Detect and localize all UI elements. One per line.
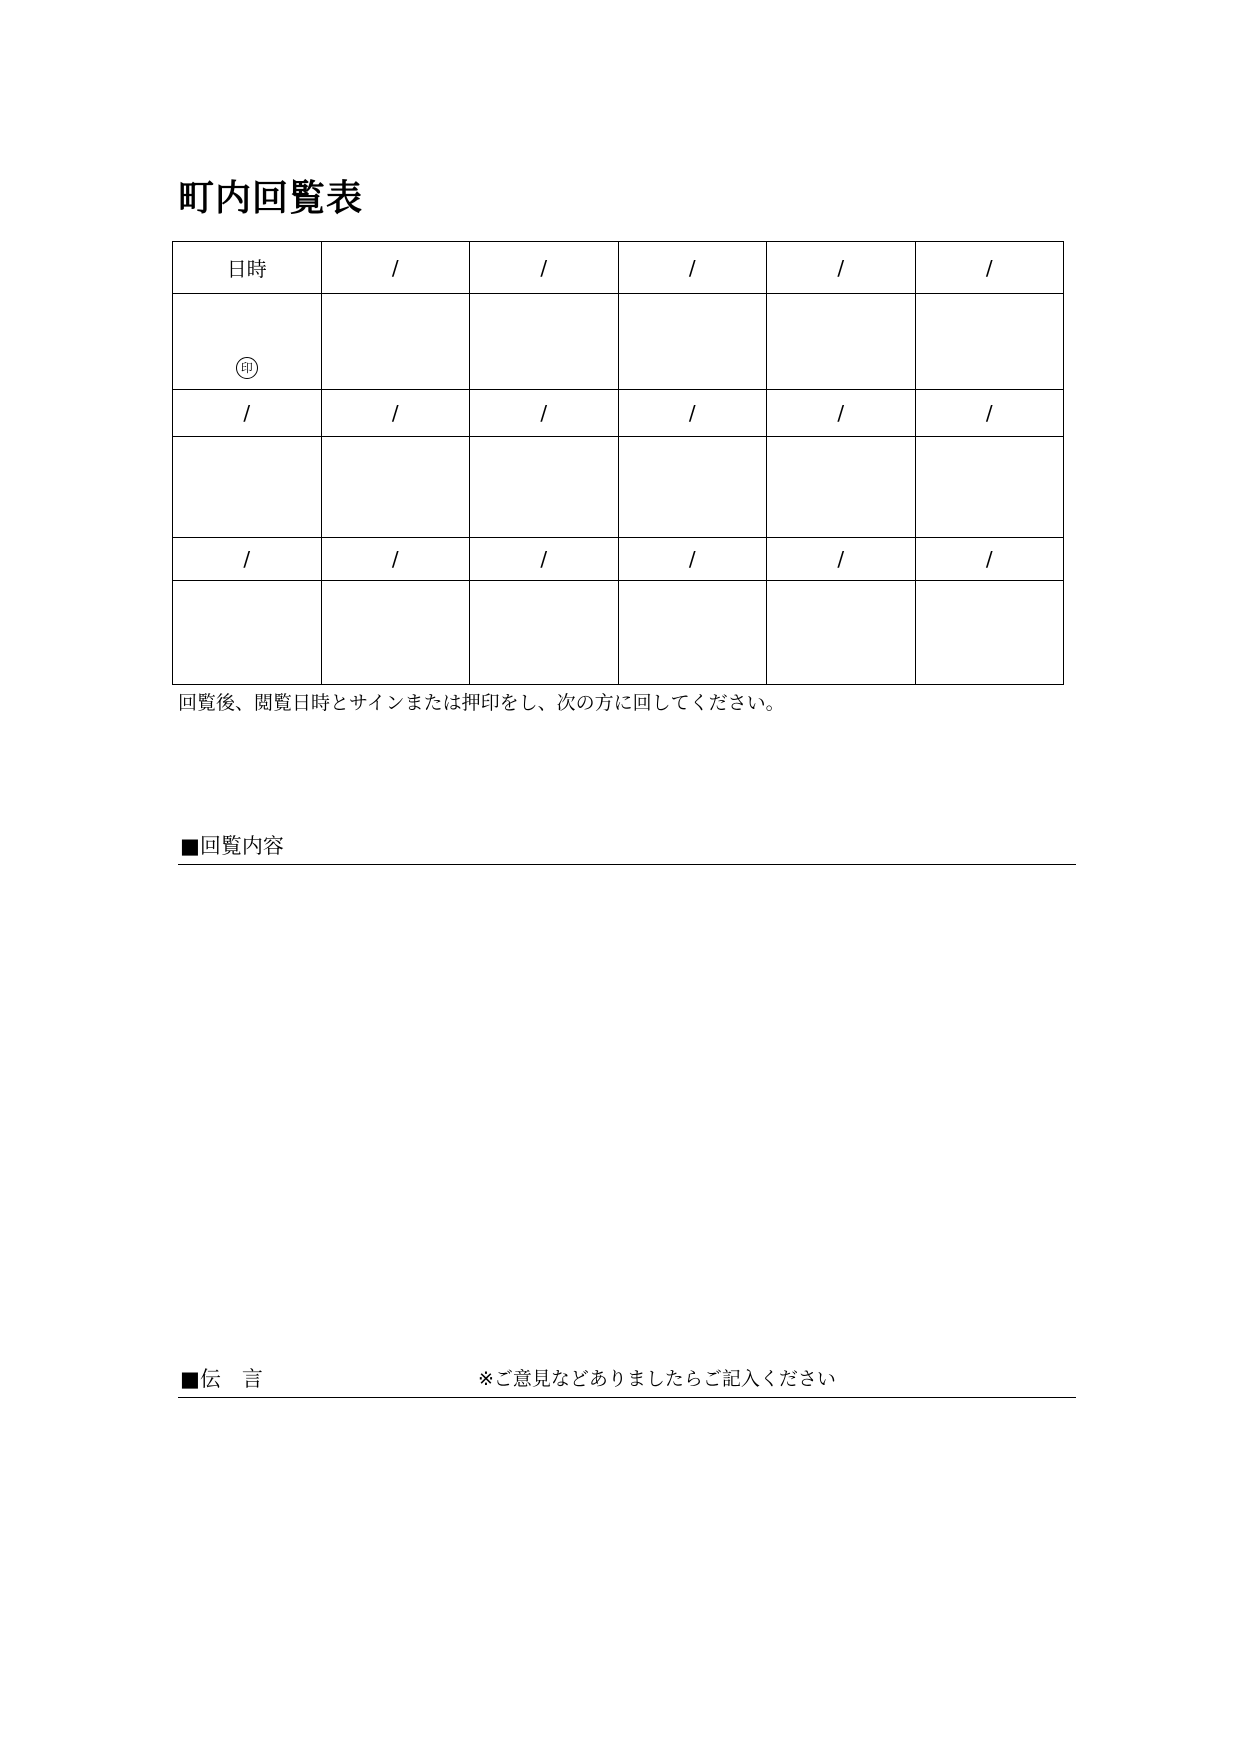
date-cell[interactable]: /	[915, 538, 1064, 581]
date-label-cell: 日時	[173, 242, 322, 294]
date-cell[interactable]: /	[767, 242, 916, 294]
sign-cell[interactable]	[618, 437, 767, 538]
date-cell[interactable]: /	[173, 390, 322, 437]
page-title: 町内回覧表	[178, 178, 364, 219]
sign-cell[interactable]	[321, 437, 470, 538]
sign-cell[interactable]	[915, 437, 1064, 538]
sign-cell[interactable]	[915, 294, 1064, 390]
date-row-1	[173, 242, 1064, 294]
sign-cell[interactable]	[618, 581, 767, 685]
sign-cell[interactable]	[767, 581, 916, 685]
date-row-2	[173, 390, 1064, 437]
date-row-3	[173, 538, 1064, 581]
sign-cell[interactable]	[470, 581, 619, 685]
sign-row-1	[173, 294, 1064, 390]
sign-cell[interactable]	[321, 581, 470, 685]
message-section	[178, 1363, 1076, 1398]
message-heading: ■伝 言	[180, 1367, 263, 1391]
sign-cell[interactable]	[470, 437, 619, 538]
date-cell[interactable]: /	[470, 242, 619, 294]
contents-section	[178, 830, 1076, 865]
date-cell[interactable]: /	[321, 242, 470, 294]
sign-cell[interactable]	[173, 294, 322, 390]
date-cell[interactable]: /	[767, 538, 916, 581]
sign-cell[interactable]	[767, 437, 916, 538]
contents-heading: ■回覧内容	[180, 834, 284, 858]
date-cell[interactable]: /	[915, 390, 1064, 437]
sign-cell[interactable]	[767, 294, 916, 390]
date-cell[interactable]: /	[321, 538, 470, 581]
seal-mark-icon: 印	[236, 357, 258, 379]
date-cell[interactable]: /	[618, 390, 767, 437]
date-cell[interactable]: /	[767, 390, 916, 437]
date-cell[interactable]: /	[470, 538, 619, 581]
sign-cell[interactable]	[173, 437, 322, 538]
circulation-table	[172, 241, 1064, 685]
sign-row-2	[173, 437, 1064, 538]
sign-cell[interactable]	[618, 294, 767, 390]
instruction-note: 回覧後、閲覧日時とサインまたは押印をし、次の方に回してください。	[178, 692, 785, 714]
date-cell[interactable]: /	[470, 390, 619, 437]
sign-cell[interactable]	[173, 581, 322, 685]
date-cell[interactable]: /	[618, 242, 767, 294]
date-cell[interactable]: /	[915, 242, 1064, 294]
sign-row-3	[173, 581, 1064, 685]
sign-cell[interactable]	[321, 294, 470, 390]
date-cell[interactable]: /	[173, 538, 322, 581]
sign-cell[interactable]	[915, 581, 1064, 685]
date-cell[interactable]: /	[618, 538, 767, 581]
sign-cell[interactable]	[470, 294, 619, 390]
message-hint: ※ご意見などありましたらご記入ください	[478, 1368, 836, 1390]
date-cell[interactable]: /	[321, 390, 470, 437]
